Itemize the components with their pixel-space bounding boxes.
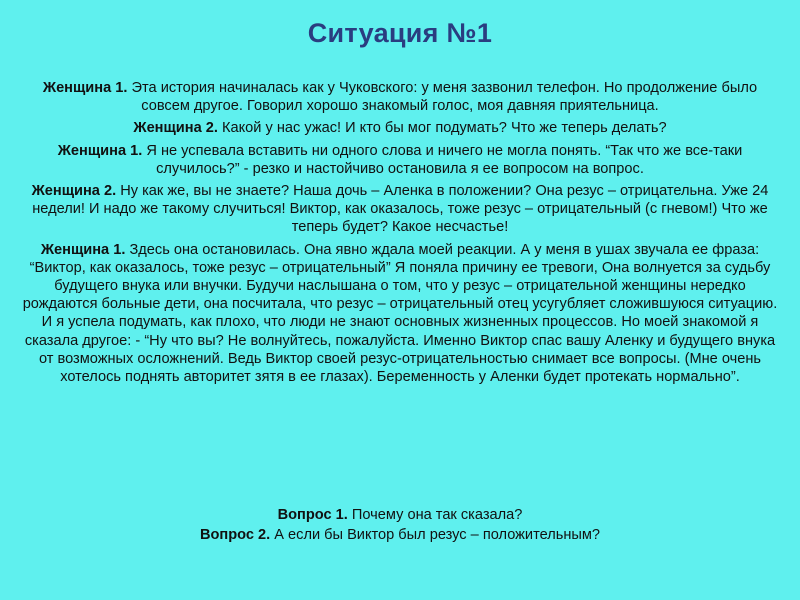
question-text: Почему она так сказала? [347, 507, 523, 523]
dialogue-paragraph [22, 119, 778, 137]
question [0, 505, 800, 525]
paragraph-text: Ну как же, вы не знаете? Наша дочь – Аленка в положении? Она резус – отрицательна. Уже 24 недели! И надо же такому случиться! Виктор, как оказалось, тоже резус – отрицательный (с гневом!) Что же теперь будет? Какое несчастье! [32, 183, 769, 236]
speaker-label: Женщина 2. [31, 183, 117, 200]
dialogue-paragraph [22, 241, 778, 387]
dialogue-paragraph [22, 182, 778, 237]
question-text: А если бы Виктор был резус – положительным? [270, 527, 601, 543]
dialogue-paragraph [22, 79, 778, 115]
dialogue-body [22, 79, 778, 390]
speaker-label: Женщина 1. [40, 241, 126, 258]
dialogue-paragraph [22, 142, 778, 178]
speaker-label: Женщина 1. [42, 80, 128, 96]
questions-block [0, 505, 800, 545]
speaker-label: Женщина 1. [57, 142, 143, 159]
question [0, 525, 800, 545]
paragraph-text: Здесь она остановилась. Она явно ждала моей реакции. А у меня в ушах звучала ее фраза: “Виктор, как оказалось, тоже резус – отрицательный” Я поняла причину ее тревоги, Она волнуется за судьбу будущего внука или внучки. Будучи наслышана о том, что у резус – отрицательной женщины нередко рождаются больные дети, она посчитала, что резус – отрицательный отец усугубляет сложившуюся ситуацию. И я успела подумать, как плохо, что люди не знают основных жизненных процессов. Но моей знакомой я сказала другое: - “Ну что вы? Не волнуйтесь, пожалуйста. Именно Виктор спас вашу Аленку и будущего внука от возможных осложнений. Ведь Виктор своей резус-отрицательностью снимает все вопросы. (Мне очень хотелось поднять авторитет зятя в ее глазах). Беременность у Аленки будет протекать нормально”. [22, 241, 778, 386]
paragraph-text: Эта история начиналась как у Чуковского: у меня зазвонил телефон. Но продолжение было совсем другое. Говорил хорошо знакомый голос, моя давняя приятельница. [127, 80, 758, 115]
slide-title: Ситуация №1 [307, 18, 493, 48]
question-label: Вопрос 1. [277, 507, 348, 523]
paragraph-text: Какой у нас ужас! И кто бы мог подумать? Что же теперь делать? [217, 120, 667, 137]
question-label: Вопрос 2. [199, 527, 271, 543]
speaker-label: Женщина 2. [133, 120, 218, 137]
paragraph-text: Я не успевала вставить ни одного слова и ничего не могла понять. “Так что же все-таки случилось?” - резко и настойчиво остановила я ее вопросом на вопрос. [142, 142, 743, 177]
